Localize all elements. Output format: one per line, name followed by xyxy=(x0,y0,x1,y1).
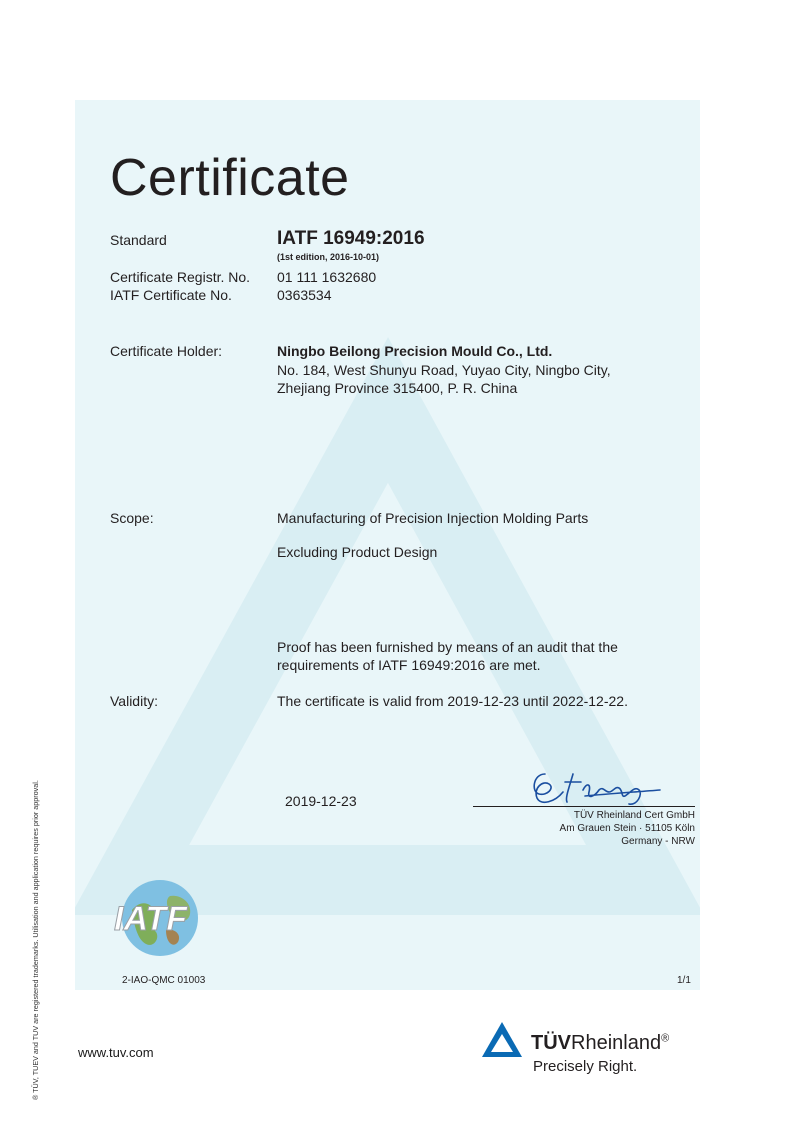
standard-value: IATF 16949:2016 xyxy=(277,228,425,249)
holder-label: Certificate Holder: xyxy=(110,343,223,359)
side-trademark-note: ® TÜV, TUEV and TUV are registered trademarks. Utilisation and application requires prior approval. xyxy=(31,780,40,1100)
signature xyxy=(525,762,675,812)
tuv-brand xyxy=(531,1032,669,1055)
scope-line-2: Excluding Product Design xyxy=(277,544,438,560)
proof-line-1: Proof has been furnished by means of an audit that the xyxy=(277,639,618,655)
holder-name: Ningbo Beilong Precision Mould Co., Ltd. xyxy=(277,343,553,359)
tuv-triangle-icon xyxy=(480,1020,524,1060)
standard-edition: (1st edition, 2016-10-01) xyxy=(277,252,380,262)
issue-date: 2019-12-23 xyxy=(285,793,357,809)
scope-label: Scope: xyxy=(110,510,154,526)
signature-line xyxy=(473,806,695,807)
tuv-brand-reg: ® xyxy=(661,1032,670,1045)
iatf-number-label: IATF Certificate No. xyxy=(110,287,232,303)
registration-value: 01 111 1632680 xyxy=(277,269,377,285)
standard-label: Standard xyxy=(110,232,167,248)
website-link[interactable]: www.tuv.com xyxy=(78,1045,154,1060)
holder-address-line-1: No. 184, West Shunyu Road, Yuyao City, Ningbo City, xyxy=(277,362,611,378)
page-number: 1/1 xyxy=(677,975,691,986)
holder-address-line-2: Zhejiang Province 315400, P. R. China xyxy=(277,380,518,396)
iatf-logo-code: 2-IAO-QMC 01003 xyxy=(122,975,206,986)
issuer-line-1: TÜV Rheinland Cert GmbH xyxy=(573,810,695,821)
tuv-tagline: Precisely Right. xyxy=(533,1058,638,1075)
validity-label: Validity: xyxy=(110,693,158,709)
scope-line-1: Manufacturing of Precision Injection Molding Parts xyxy=(277,510,589,526)
validity-value: The certificate is valid from 2019-12-23 until 2022-12-22. xyxy=(277,693,628,709)
certificate-title: Certificate xyxy=(110,149,350,207)
tuv-brand-rest: Rheinland xyxy=(571,1032,662,1054)
iatf-number-value: 0363534 xyxy=(277,287,332,303)
issuer-line-3: Germany - NRW xyxy=(621,836,695,847)
tuv-brand-bold: TÜV xyxy=(531,1032,571,1054)
proof-line-2: requirements of IATF 16949:2016 are met. xyxy=(277,657,541,673)
issuer-line-2: Am Grauen Stein · 51105 Köln xyxy=(559,823,695,834)
registration-label: Certificate Registr. No. xyxy=(110,269,251,285)
iatf-logo-text: IATF xyxy=(114,900,188,938)
iatf-globe-logo xyxy=(110,870,220,970)
